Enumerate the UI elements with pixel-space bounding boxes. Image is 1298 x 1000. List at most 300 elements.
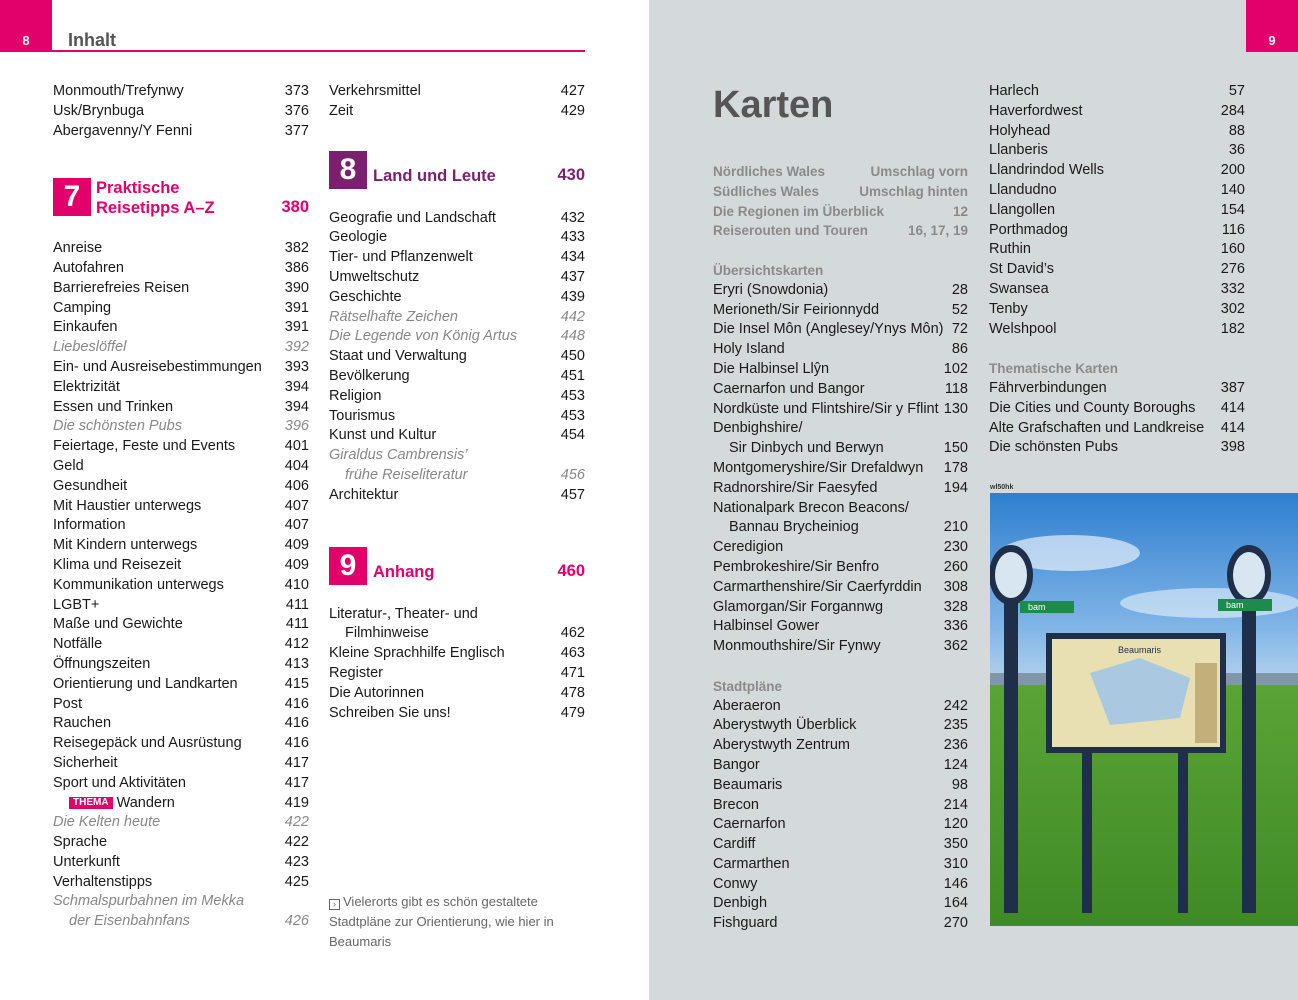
toc-entry-page: 463 [560,645,585,662]
toc-entry-label: St David’s [989,261,1055,278]
toc-entry-page: 146 [943,875,968,892]
toc-entry-page: 12 [952,203,968,219]
chapter-title: Anhang [373,562,435,581]
toc-entry-label: Kommunikation unterwegs [53,576,224,593]
toc-entry[interactable] [329,82,585,102]
toc-entry-page: 72 [951,321,968,338]
toc-entry[interactable] [53,279,309,299]
toc-entry-label: Monmouthshire/Sir Fynwy [713,638,881,655]
toc-entry-label: Sir Dinbych und Berwyn [729,440,884,457]
toc-entry[interactable] [53,892,309,912]
toc-entry[interactable] [53,102,309,122]
toc-entry[interactable] [53,912,309,932]
toc-entry-page: 362 [943,638,968,655]
toc-entry-page: 411 [285,596,309,613]
toc-entry-page: 390 [284,279,309,296]
toc-entry-label: LGBT+ [53,596,100,613]
toc-entry-label: Abergavenny/Y Fenni [53,122,193,139]
toc-entry[interactable] [713,538,968,558]
chapter-title-line2: Reisetipps A–Z [96,199,215,218]
toc-entry[interactable] [713,855,968,875]
toc-entry-label: Montgomeryshire/Sir Drefaldwyn [713,459,924,476]
toc-entry-label: Architektur [329,486,399,503]
toc-entry[interactable] [53,122,309,142]
toc-entry[interactable] [53,734,309,754]
toc-entry-page: 284 [1220,102,1245,119]
toc-entry[interactable] [713,598,968,618]
toc-entry-label: Reiserouten und Touren [713,223,869,239]
toc-entry-label: Information [53,517,126,534]
toc-entry[interactable] [713,340,968,360]
toc-entry-page: 242 [943,697,968,714]
toc-entry-page: 393 [284,358,309,375]
toc-entry-page: 391 [284,319,309,336]
toc-entry-label: Usk/Brynbuga [53,102,145,119]
toc-entry[interactable] [53,398,309,418]
toc-entry-page: 150 [943,440,968,457]
toc-entry-label: Die Cities und County Boroughs [989,399,1196,416]
toc-entry-label: Giraldus Cambrensis’ [329,447,468,464]
toc-entry-page: 118 [944,380,968,397]
toc-entry-page: 423 [284,853,309,870]
toc-entry-page: 270 [943,915,968,932]
toc-entry-label: Ein- und Ausreisebestimmungen [53,358,262,375]
toc-entry-page: 120 [943,816,968,833]
toc-entry-label: Die Autorinnen [329,684,425,701]
toc-entry[interactable] [53,655,309,675]
toc-column-3 [713,162,968,934]
toc-entry-label: Feiertage, Feste und Events [53,438,236,455]
toc-entry[interactable] [329,605,585,625]
toc-entry-label: Holy Island [713,341,785,358]
toc-entry-label: Post [53,695,83,712]
toc-entry-label: Bannau Brycheiniog [729,519,859,536]
toc-entry[interactable] [713,617,968,637]
chapter-page: 430 [557,166,585,185]
toc-entry-page: 160 [1220,241,1245,258]
toc-entry-page: 422 [284,814,309,831]
toc-entry-label: Fishguard [713,915,778,932]
toc-entry[interactable] [329,209,585,229]
toc-entry-page: 433 [560,229,585,246]
toc-entry-label: Monmouth/Trefynwy [53,83,184,99]
toc-entry-label: Geld [53,457,84,474]
toc-entry[interactable] [713,914,968,934]
toc-column-1 [53,82,309,932]
toc-entry[interactable] [713,894,968,914]
toc-entry[interactable] [53,259,309,279]
toc-entry[interactable] [989,82,1245,102]
chapter-9-heading[interactable] [329,546,585,586]
chapter-8-heading[interactable] [329,150,585,190]
toc-entry[interactable] [713,835,968,855]
toc-entry[interactable] [713,776,968,796]
toc-entry-page: 454 [560,427,585,444]
toc-entry[interactable] [713,716,968,736]
toc-entry[interactable] [989,201,1245,221]
toc-entry-page: 401 [284,438,309,455]
toc-entry[interactable] [53,516,309,536]
toc-entry-page: 376 [284,102,309,119]
toc-entry[interactable] [713,380,968,400]
toc-entry-page: 451 [560,367,585,384]
toc-entry-label: frühe Reiseliteratur [345,466,468,483]
toc-entry-page: 377 [284,122,309,139]
toc-entry-label: Orientierung und Landkarten [53,675,238,692]
toc-entry-label: Porthmadog [989,221,1068,238]
toc-entry[interactable] [713,320,968,340]
toc-entry-page: 422 [284,834,309,851]
toc-entry[interactable] [329,248,585,268]
toc-entry[interactable] [53,873,309,893]
toc-entry-label: Die Insel Môn (Anglesey/Ynys Môn) [713,321,944,338]
toc-entry-page: 407 [284,517,309,534]
toc-entry-label: Geografie und Landschaft [329,209,496,226]
toc-entry[interactable] [329,228,585,248]
toc-entry-label: Nordküste und Flintshire/Sir y Fflint [713,400,939,417]
toc-entry-page: 426 [284,913,309,930]
toc-entry[interactable] [53,536,309,556]
toc-entry[interactable] [713,756,968,776]
toc-column-4 [989,82,1245,458]
thema-badge: THEMA [69,797,113,809]
beaumaris-map-photo [990,493,1298,926]
toc-entry-label: Denbigh [713,895,768,912]
toc-entry[interactable] [53,437,309,457]
toc-entry-label: Tourismus [329,407,396,424]
toc-entry-page: 387 [1220,379,1245,396]
toc-entry-page: Umschlag vorn [870,164,968,179]
toc-entry[interactable] [53,714,309,734]
toc-entry-label: Geschichte [329,288,402,305]
toc-entry[interactable] [329,624,585,644]
chapter-page: 460 [557,562,585,581]
toc-entry-page: 414 [1220,419,1245,436]
toc-entry[interactable] [53,556,309,576]
toc-entry[interactable] [329,466,585,486]
toc-entry[interactable] [53,675,309,695]
toc-entry-label: Öffnungszeiten [53,655,151,672]
chapter-7-heading[interactable] [53,161,309,220]
toc-entry-label: Barrierefreies Reisen [53,279,190,296]
toc-entry[interactable] [713,558,968,578]
toc-entry[interactable] [713,419,968,439]
toc-entry-page: 210 [943,519,968,536]
toc-entry[interactable] [53,615,309,635]
toc-entry-label: Sport und Aktivitäten [53,774,186,791]
toc-entry[interactable] [989,399,1245,419]
toc-entry[interactable] [329,327,585,347]
toc-entry[interactable] [989,300,1245,320]
toc-entry-label: Caernarfon [713,816,786,833]
toc-entry[interactable] [53,794,309,814]
toc-entry-label: Gesundheit [53,477,128,494]
toc-entry-page: 328 [943,598,968,615]
toc-entry-page: 16, 17, 19 [907,223,968,239]
toc-entry[interactable] [329,486,585,506]
toc-entry-label: Liebeslöffel [53,339,127,356]
toc-entry-page: 462 [560,625,585,642]
toc-entry-page: 350 [943,836,968,853]
toc-entry-label: Umweltschutz [329,268,420,285]
toc-entry-page: 416 [284,695,309,712]
toc-entry-label: Bangor [713,756,760,773]
toc-entry-page: 409 [284,556,309,573]
toc-entry-label: Ceredigion [713,539,784,556]
toc-entry[interactable] [713,459,968,479]
toc-entry[interactable] [989,419,1245,439]
toc-entry[interactable] [53,497,309,517]
toc-entry-page: 260 [943,558,968,575]
toc-entry[interactable] [53,635,309,655]
toc-entry-label: Verhaltenstipps [53,873,153,890]
toc-entry[interactable] [713,202,968,222]
toc-column-2 [329,82,585,723]
toc-entry[interactable] [713,360,968,380]
toc-entry-label: Eryri (Snowdonia) [713,281,829,298]
toc-entry-label: Pembrokeshire/Sir Benfro [713,558,880,575]
toc-entry[interactable] [989,438,1245,458]
toc-entry[interactable] [989,260,1245,280]
toc-entry-page: 450 [560,348,585,365]
toc-entry[interactable] [329,644,585,664]
toc-entry-page: 457 [560,486,585,503]
toc-entry[interactable] [713,637,968,657]
toc-entry-label: Autofahren [53,259,124,276]
toc-entry[interactable] [329,102,585,122]
toc-entry-label: der Eisenbahnfans [69,913,190,930]
toc-entry-page: 86 [951,341,968,358]
chapter-number: 9 [329,547,367,585]
toc-entry[interactable] [329,704,585,724]
toc-entry-page: 230 [943,539,968,556]
toc-entry-label: Anreise [53,240,103,257]
toc-entry-label: Sprache [53,834,108,851]
toc-entry-label: Alte Grafschaften und Landkreise [989,419,1205,436]
toc-entry[interactable] [53,596,309,616]
toc-entry-label: Reisegepäck und Ausrüstung [53,735,242,752]
section-heading: Thematische Karten [989,361,1119,377]
toc-entry-label: Halbinsel Gower [713,618,820,635]
toc-entry[interactable] [713,182,968,202]
toc-entry-page: 396 [284,418,309,435]
toc-entry[interactable] [989,122,1245,142]
toc-entry[interactable] [53,299,309,319]
toc-entry[interactable] [713,301,968,321]
toc-entry[interactable] [329,367,585,387]
toc-entry[interactable] [53,576,309,596]
toc-entry[interactable] [713,499,968,519]
page-title: Inhalt [68,30,116,50]
toc-entry[interactable] [713,697,968,717]
toc-entry[interactable] [329,308,585,328]
toc-entry[interactable] [713,875,968,895]
toc-entry-label: Die Kelten heute [53,814,161,831]
toc-entry-label: Maße und Gewichte [53,616,183,633]
toc-entry-label: Harlech [989,83,1039,99]
toc-entry-label: Die schönsten Pubs [989,439,1118,456]
toc-entry[interactable] [329,446,585,466]
toc-entry-page: 432 [560,209,585,226]
toc-entry-page: 235 [943,717,968,734]
toc-entry-label: Die Halbinsel Llŷn [713,360,830,377]
toc-entry[interactable] [713,221,968,241]
toc-entry-label: Swansea [989,280,1049,297]
toc-entry-page: 394 [284,378,309,395]
sign-brand: bam [1226,600,1244,610]
toc-entry[interactable] [713,281,968,301]
toc-entry[interactable] [713,162,968,182]
toc-entry[interactable] [329,387,585,407]
toc-entry-label: Kleine Sprachhilfe Englisch [329,645,505,662]
toc-entry-page: 453 [560,387,585,404]
toc-entry-page: 439 [560,288,585,305]
chapter-number: 8 [329,151,367,189]
toc-entry[interactable] [713,815,968,835]
toc-entry-label: Nördliches Wales [713,164,826,179]
toc-entry-label: Rauchen [53,715,112,732]
toc-entry-page: 411 [285,616,309,633]
toc-entry-page: 471 [560,664,585,681]
toc-entry[interactable] [989,221,1245,241]
toc-entry-page: 406 [284,477,309,494]
sign-brand: bam [1028,602,1046,612]
toc-entry-label: Mit Haustier unterwegs [53,497,202,514]
chapter-title-line1: Praktische [96,179,180,198]
toc-entry-page: 407 [284,497,309,514]
right-page-number: 9 [1246,0,1298,52]
toc-entry-page: 409 [284,537,309,554]
toc-entry-label: Radnorshire/Sir Faesyfed [713,479,878,496]
toc-entry[interactable] [713,400,968,420]
photo-illustration [990,493,1298,926]
toc-entry-label: Religion [329,387,382,404]
toc-entry-page: 434 [560,249,585,266]
toc-entry-page: 336 [943,618,968,635]
toc-entry[interactable] [989,181,1245,201]
toc-entry-label: Caernarfon und Bangor [713,380,865,397]
toc-entry-page: 417 [284,774,309,791]
toc-entry-page: 236 [943,737,968,754]
toc-entry-page: 140 [1220,181,1245,198]
toc-entry[interactable] [329,268,585,288]
section-heading: Übersichtskarten [713,262,824,278]
toc-entry[interactable] [329,426,585,446]
chapter-title: Land und Leute [373,166,496,185]
toc-entry[interactable] [53,417,309,437]
toc-entry[interactable] [989,240,1245,260]
toc-entry[interactable] [713,736,968,756]
toc-entry[interactable] [329,664,585,684]
toc-entry[interactable] [329,684,585,704]
toc-entry[interactable] [53,358,309,378]
toc-entry-label: Einkaufen [53,319,118,336]
toc-entry-label: Beaumaris [713,776,783,793]
toc-entry-label: Kunst und Kultur [329,427,437,444]
toc-entry-page: 214 [943,796,968,813]
toc-entry[interactable] [989,379,1245,399]
toc-entry-page: 412 [284,636,309,653]
toc-entry-page: 52 [951,301,968,318]
toc-entry[interactable] [53,774,309,794]
toc-entry-label: Haverfordwest [989,102,1083,119]
toc-entry-page: 88 [1228,122,1245,139]
toc-entry-page: 448 [560,328,585,345]
toc-entry-page: 437 [560,268,585,285]
toc-entry[interactable] [713,479,968,499]
toc-entry-page: 391 [284,299,309,316]
toc-entry[interactable] [53,378,309,398]
toc-entry[interactable] [53,853,309,873]
toc-entry[interactable] [53,754,309,774]
toc-entry-label: Welshpool [989,320,1057,337]
toc-entry-label: Aberystwyth Zentrum [713,737,850,754]
toc-entry-page: 130 [943,400,968,417]
toc-entry-label: Glamorgan/Sir Forgannwg [713,598,884,615]
toc-entry[interactable] [53,813,309,833]
toc-entry[interactable] [53,82,309,102]
toc-entry-label: Register [329,664,383,681]
toc-entry[interactable] [329,407,585,427]
arrow-right-icon: › [329,899,340,910]
toc-entry[interactable] [989,141,1245,161]
toc-entry-page: 200 [1220,162,1245,179]
toc-entry[interactable] [53,695,309,715]
toc-entry[interactable] [989,320,1245,340]
toc-entry[interactable] [713,796,968,816]
toc-entry[interactable] [989,161,1245,181]
toc-entry-page: 178 [943,459,968,476]
toc-entry[interactable] [53,833,309,853]
toc-entry[interactable] [989,102,1245,122]
toc-entry[interactable] [713,439,968,459]
toc-entry[interactable] [53,477,309,497]
toc-entry-label: Staat und Verwaltung [329,348,467,365]
toc-entry[interactable] [329,288,585,308]
toc-entry-label: Ruthin [989,241,1031,258]
toc-entry-page: 57 [1228,83,1245,99]
toc-entry-label: Cardiff [713,836,756,853]
toc-entry[interactable] [989,280,1245,300]
toc-entry-page: 453 [560,407,585,424]
toc-entry[interactable] [53,239,309,259]
left-page-number: 8 [0,0,52,52]
toc-entry-label: Wandern [116,794,175,811]
map-title: Beaumaris [1118,645,1162,655]
toc-entry[interactable] [329,347,585,367]
toc-entry-label: Schmalspurbahnen im Mekka [53,893,245,910]
toc-entry-page: 416 [284,735,309,752]
toc-entry-page: 276 [1220,261,1245,278]
toc-entry-page: 427 [560,83,585,99]
toc-entry-label: Südliches Wales [713,183,820,199]
toc-entry[interactable] [713,578,968,598]
toc-entry[interactable] [713,518,968,538]
section-heading: Stadtpläne [713,678,783,694]
photo-credit: wl50hk [990,484,1014,491]
toc-entry-label: Literatur-, Theater- und [329,605,478,622]
toc-entry[interactable] [53,338,309,358]
toc-entry[interactable] [53,318,309,338]
toc-entry-label: Llangollen [989,201,1056,218]
photo-caption: › Vielerorts gibt es schön gestaltete Stadtpläne zur Orientierung, wie hier in Beaumaris [329,894,554,949]
toc-entry-page: 154 [1220,201,1245,218]
toc-entry-page: 194 [943,479,968,496]
toc-entry-page: 382 [284,240,309,257]
toc-entry-page: 102 [943,360,968,377]
toc-entry-page: 416 [284,715,309,732]
toc-entry[interactable] [53,457,309,477]
